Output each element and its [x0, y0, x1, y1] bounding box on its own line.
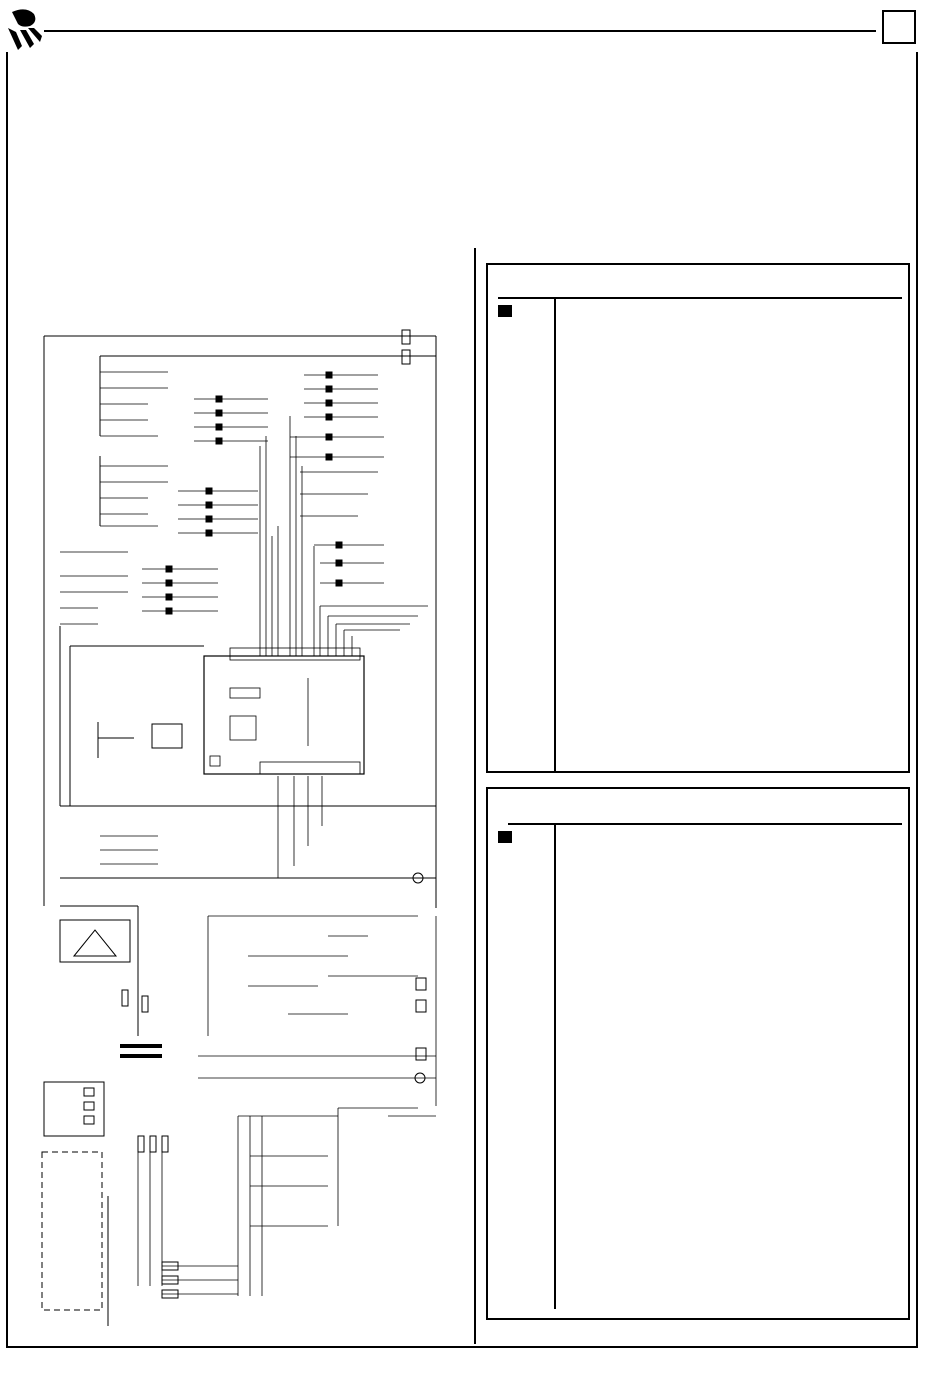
panel-column-rule [554, 299, 556, 771]
brand-logo [4, 6, 44, 52]
column-divider [474, 248, 476, 1344]
header-rule [44, 30, 876, 32]
frame-right [916, 52, 918, 1348]
legend-marker [498, 305, 512, 317]
panel-title-rule [498, 297, 902, 299]
legend-marker [498, 831, 512, 843]
wiring-schematic [38, 326, 448, 1336]
panel-column-rule [554, 825, 556, 1309]
frame-left [6, 52, 8, 1348]
page-number-box [882, 10, 916, 44]
panel-title-rule [508, 823, 902, 825]
legend-panel-upper [486, 263, 910, 773]
legend-panel-lower [486, 787, 910, 1320]
frame-bottom [6, 1346, 918, 1348]
